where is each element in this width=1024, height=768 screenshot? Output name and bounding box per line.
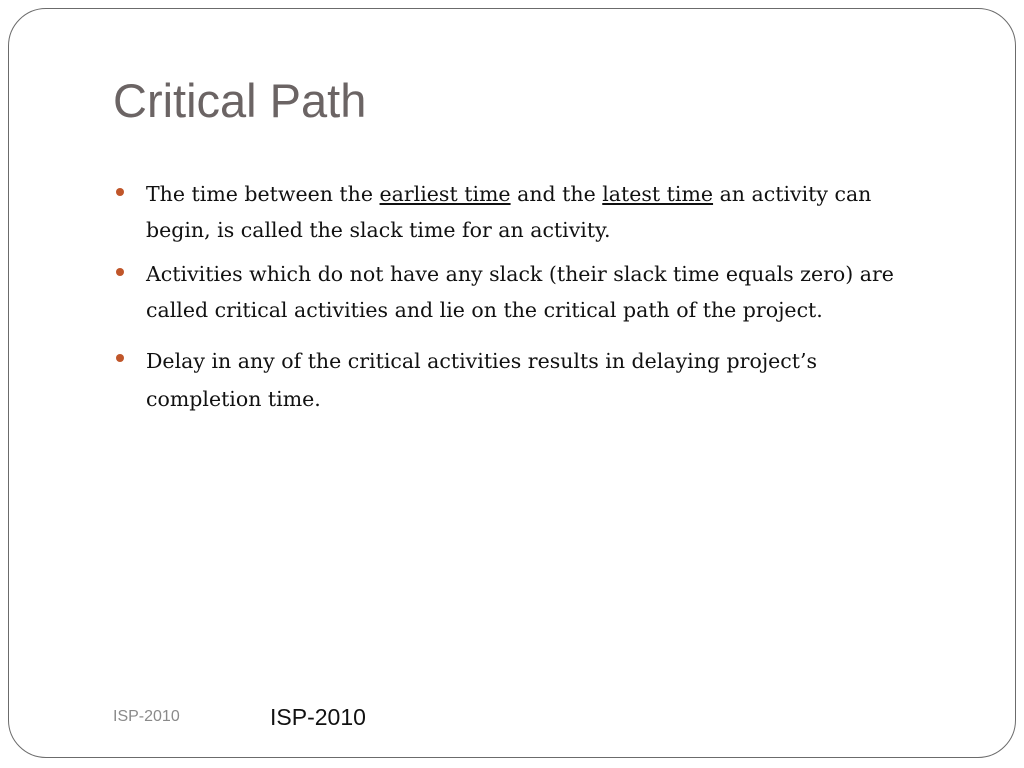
bullet-dot-icon	[116, 268, 124, 276]
bullet-dot-icon	[116, 354, 124, 362]
bullet-segment: and the	[510, 182, 603, 206]
bullet-item	[116, 342, 916, 418]
bullet-list	[116, 176, 916, 418]
footer-label-left: ISP-2010	[113, 708, 180, 725]
bullet-item	[116, 256, 916, 328]
slide-title: Critical Path	[113, 74, 367, 127]
underlined-term-earliest-time: earliest time	[379, 182, 511, 206]
bullet-segment: The time between the	[146, 182, 380, 206]
bullet-text	[146, 182, 871, 242]
bullet-item	[116, 176, 916, 248]
bullet-text: Activities which do not have any slack (their slack time equals zero) are called critical activities and lie on the critical path of the project.	[146, 262, 894, 322]
underlined-term-latest-time: latest time	[602, 182, 714, 206]
bullet-dot-icon	[116, 188, 124, 196]
bullet-text: Delay in any of the critical activities results in delaying project’s completion time.	[146, 349, 818, 411]
footer-label-center: ISP-2010	[270, 704, 366, 730]
bullet-segment: an activity can begin, is called the slack time for an activity.	[146, 182, 872, 242]
